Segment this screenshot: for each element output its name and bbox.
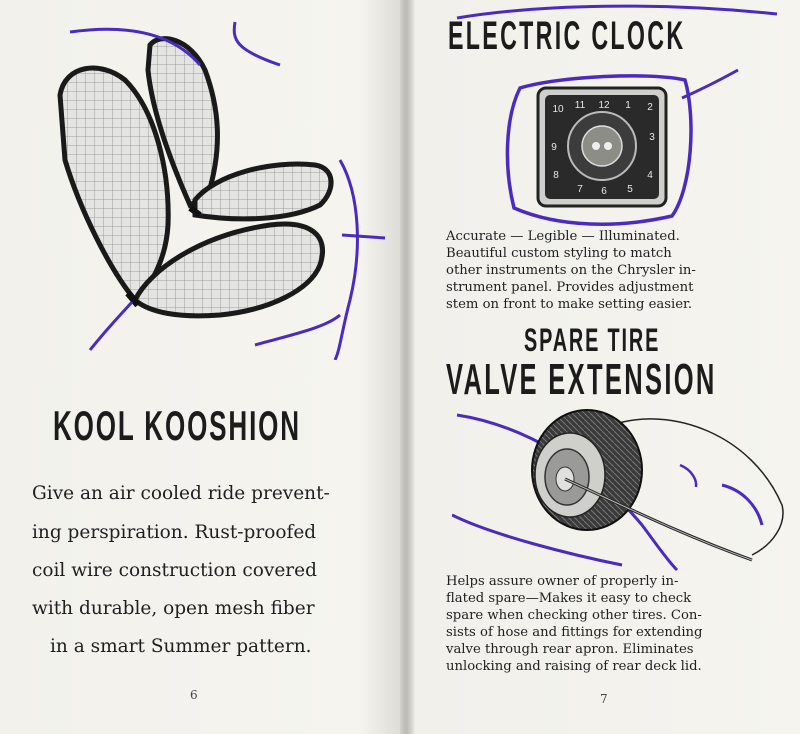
kool-kooshion-line-3: coil wire construction covered (32, 560, 317, 581)
valve-desc-line-6: unlocking and raising of rear deck lid. (446, 659, 702, 674)
clock-numeral-7: 7 (577, 184, 583, 195)
clock-desc-line-1: Accurate — Legible — Illuminated. (446, 229, 680, 244)
clock-numeral-2: 2 (647, 102, 653, 113)
valve-desc-line-3: spare when checking other tires. Con- (446, 608, 702, 623)
kool-kooshion-line-5: in a smart Summer pattern. (50, 636, 312, 657)
electric-clock-heading: ELECTRIC CLOCK (448, 14, 686, 58)
clock-numeral-6: 6 (601, 186, 607, 197)
seat-cushion-illustration (40, 10, 400, 360)
clock-desc-line-5: stem on front to make setting easier. (446, 297, 693, 312)
clock-numeral-12: 12 (598, 100, 610, 111)
valve-extension-heading: VALVE EXTENSION (446, 355, 717, 404)
page-number-left: 6 (190, 688, 198, 702)
valve-desc-line-1: Helps assure owner of properly in- (446, 574, 679, 589)
clock-numeral-4: 4 (647, 170, 653, 181)
clock-numeral-1: 1 (625, 100, 631, 111)
kool-kooshion-line-2: ing perspiration. Rust-proofed (32, 522, 317, 543)
clock-numeral-10: 10 (552, 104, 564, 115)
clock-numeral-5: 5 (627, 184, 633, 195)
kool-kooshion-heading: KOOL KOOSHION (53, 402, 301, 449)
valve-desc-line-4: sists of hose and fittings for extending (446, 625, 703, 640)
clock-numeral-8: 8 (553, 170, 559, 181)
spare-tire-subheading: SPARE TIRE (524, 322, 661, 358)
valve-desc-line-5: valve through rear apron. Eliminates (446, 642, 694, 657)
valve-desc-line-2: flated spare—Makes it easy to check (446, 591, 692, 606)
kool-kooshion-line-4: with durable, open mesh fiber (32, 598, 315, 619)
clock-desc-line-2: Beautiful custom styling to match (446, 246, 672, 261)
right-page (412, 0, 800, 734)
spare-tire-illustration (452, 395, 797, 575)
clock-desc-line-4: strument panel. Provides adjustment (446, 280, 694, 295)
clock-numeral-11: 11 (574, 100, 586, 111)
page-number-right: 7 (600, 692, 608, 706)
clock-numeral-3: 3 (649, 132, 655, 143)
clock-illustration (500, 68, 700, 238)
kool-kooshion-line-1: Give an air cooled ride prevent- (32, 483, 330, 504)
clock-numeral-9: 9 (551, 142, 557, 153)
clock-desc-line-3: other instruments on the Chrysler in- (446, 263, 696, 278)
